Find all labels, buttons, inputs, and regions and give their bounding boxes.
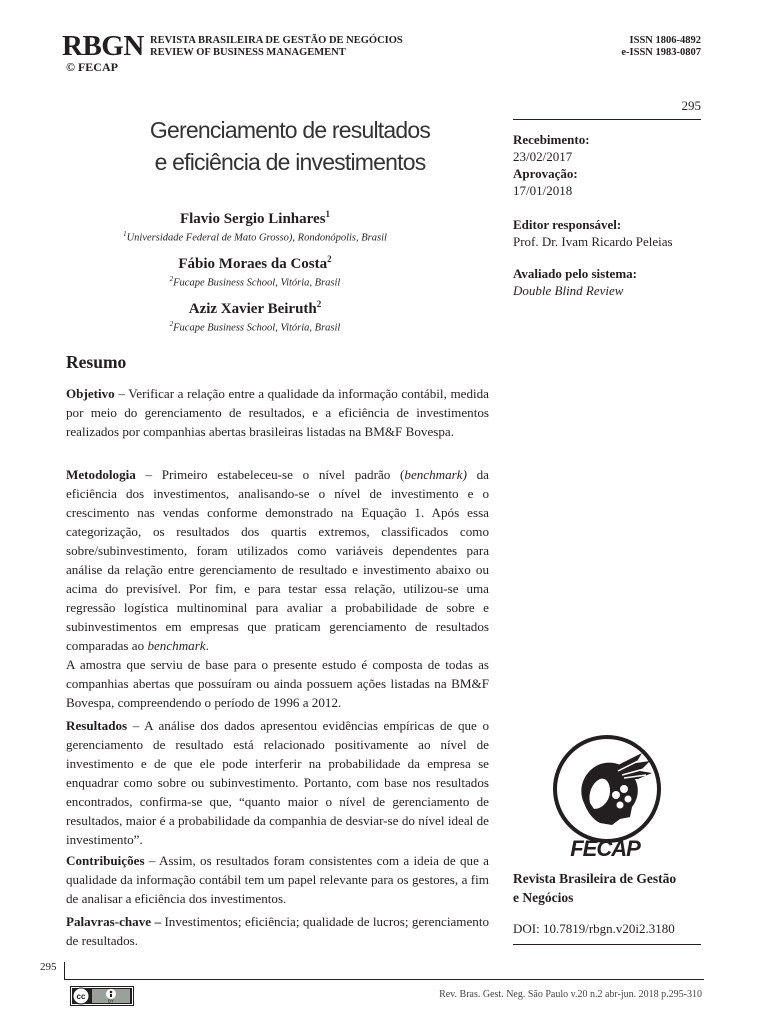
title-line-1: Gerenciamento de resultados (149, 117, 431, 143)
author-name: Flavio Sergio Linhares$^1$ (179, 209, 331, 227)
article-title (120, 114, 460, 178)
by-text: BY (107, 998, 115, 1004)
author-name: Fábio Moraes da Costa$^2$ (178, 254, 332, 272)
received-label: Recebimento: (513, 132, 590, 147)
editor-name: Prof. Dr. Ivam Ricardo Peleias (513, 234, 673, 249)
submission-dates (513, 131, 590, 199)
journal-name-line-2: e Negócios (513, 890, 574, 905)
approval-date: 17/01/2018 (513, 183, 573, 198)
copyright: © FECAP (66, 60, 118, 74)
approval-label: Aprovação: (513, 166, 578, 181)
citation: Rev. Bras. Gest. Neg. São Paulo v.20 n.2 abr-jun. 2018 p.295-310 (439, 989, 702, 1000)
page-number-top: 295 (681, 98, 701, 113)
abstract-amostra: A amostra que serviu de base para o presente estudo é composta de todas as companhias abertas que possuíram ou ainda possuem ações listadas na BM&F Bovespa, compreendendo o período de 1996 a 2012. (66, 657, 489, 710)
journal-logo: RBGN (62, 30, 144, 62)
author-block (45, 295, 465, 335)
divider (64, 979, 704, 980)
author-name: Aziz Xavier Beiruth$^2$ (188, 299, 322, 317)
cc-text: cc (76, 992, 86, 1001)
journal-title-pt: REVISTA BRASILEIRA DE GESTÃO DE NEGÓCIOS (150, 35, 403, 46)
doi[interactable]: DOI: 10.7819/rbgn.v20i2.3180 (513, 921, 675, 936)
author-affiliation: $^2$Fucape Business School, Vitória, Brasil (169, 275, 341, 289)
issn-block (621, 35, 701, 59)
abstract-resultados: Resultados – A análise dos dados apresentou evidências empíricas de que o gerenciamento de resultado está relacionado positivamente ao nível de investimento e de que ele pode interferir na probabilidade da empresa se enquadrar como sobre ou subinvestimento. Portanto, com base nos resultados encontrados, confirma-se que, “quanto maior o nível de gerenciamento de resultados, maior é a probabilidade da companhia de desviar-se do nível ideal de investimento”. (66, 718, 489, 847)
author-affiliation: $^2$Fucape Business School, Vitória, Brasil (169, 320, 341, 334)
page-number-bottom: 295 (40, 961, 57, 973)
author-block (45, 250, 465, 290)
divider (513, 944, 701, 945)
cc-by-license-icon[interactable] (70, 986, 134, 1006)
abstract-metodologia: Metodologia – Primeiro estabeleceu-se o nível padrão (benchmark) da eficiência dos investimentos, analisando-se o nível de investimento e o crescimento nas vendas conforme demonstrado na Equação 1. Após essa categorização, os resultados dos quartis extremos, classificados como sobre/subinvestimento, foram utilizados como variáveis dependentes para análise da relação entre gerenciamento de resultado e investimento abaixo ou acima do previsível. Por fim, e para testar essa relação, utilizou-se uma regressão logística multinominal para avaliar a probabilidade de sobre e subinvestimentos em empresas que praticam gerenciamento de resultados comparadas ao benchmark. (66, 467, 489, 653)
eissn: e-ISSN 1983-0807 (621, 47, 701, 58)
editor-label: Editor responsável: (513, 217, 622, 232)
divider (64, 962, 65, 979)
keywords: Palavras-chave – Investimentos; eficiência; qualidade de lucros; gerenciamento de resultados. (66, 914, 489, 948)
author-affiliation: $^1$Universidade Federal de Mato Grosso), Rondonópolis, Brasil (123, 230, 387, 244)
fecap-logo-text: FECAP (570, 836, 640, 861)
journal-title (150, 35, 403, 59)
title-line-2: e eficiência de investimentos (154, 149, 426, 175)
issn: ISSN 1806-4892 (629, 35, 701, 46)
editor-info (513, 216, 673, 250)
review-label: Avaliado pelo sistema: (513, 266, 637, 281)
review-system: Double Blind Review (513, 283, 624, 298)
journal-name (513, 869, 713, 907)
abstract-heading: Resumo (66, 352, 127, 372)
journal-name-line-1: Revista Brasileira de Gestão (513, 871, 677, 886)
journal-title-en: REVIEW OF BUSINESS MANAGEMENT (150, 47, 346, 58)
abstract-contribuicoes: Contribuições – Assim, os resultados foram consistentes com a ideia de que a qualidade da informação contábil tem um papel relevante para os gestores, a fim de analisar a eficiência dos investimentos. (66, 853, 489, 906)
received-date: 23/02/2017 (513, 149, 573, 164)
fecap-hermes-logo (540, 733, 670, 863)
abstract-objetivo: Objetivo – Verificar a relação entre a qualidade da informação contábil, medida por meio do gerenciamento de resultados, e a eficiência de investimentos realizados por companhias abertas brasileiras listadas na BM&F Bovespa. (66, 386, 489, 439)
divider (513, 119, 701, 120)
review-info (513, 265, 637, 299)
author-block (45, 205, 465, 245)
